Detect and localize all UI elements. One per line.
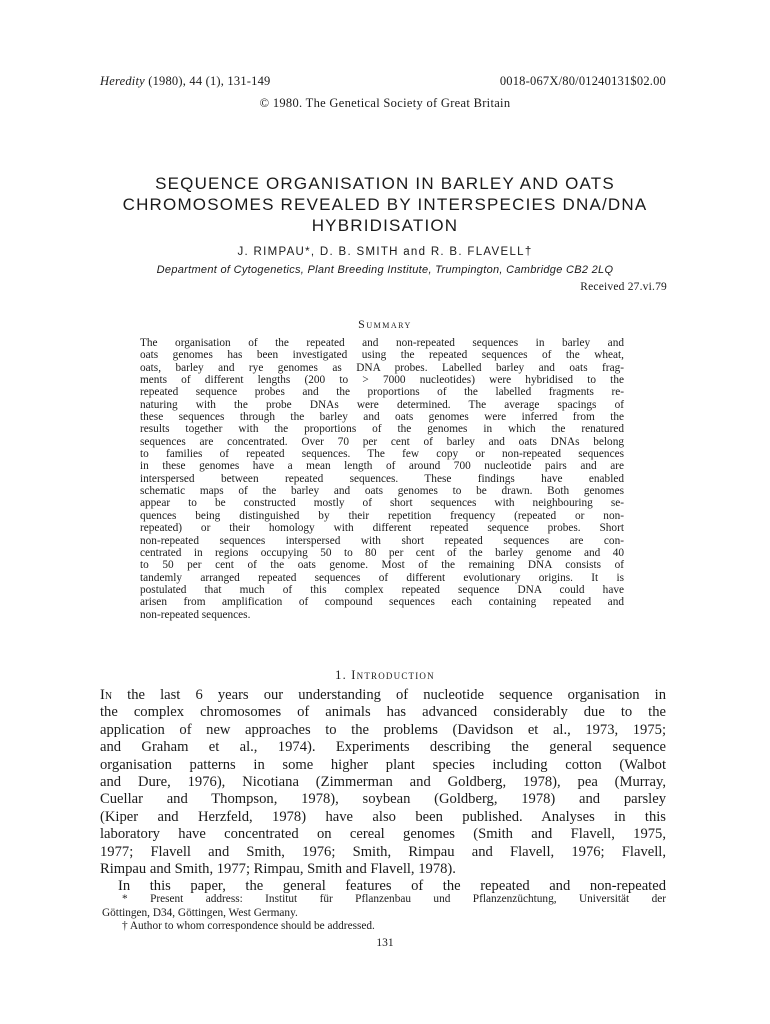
body-line: Cuellar and Thompson, 1978), soybean (Goldberg, 1978) and parsley [100,791,666,808]
summary-line: to 50 per cent of the oats genome. Most of the remaining DNA consists of [140,559,624,572]
summary-line: to families of repeated sequences. The few copy or non-repeated sequences [140,448,624,461]
copyright-line: © 1980. The Genetical Society of Great Britain [259,96,511,110]
body-line: and Graham et al., 1974). Experiments describing the general sequence [100,739,666,756]
summary-line: these sequences through the barley and oats genomes were inferred from the [140,411,624,424]
summary-line: non-repeated sequences. [140,608,251,621]
body-line: (Kiper and Herzfeld, 1978) have also been published. Analyses in this [100,808,666,825]
summary-abstract [140,337,624,621]
body-line: 1977; Flavell and Smith, 1976; Smith, Rimpau and Flavell, 1976; Flavell, [100,843,666,860]
footnote-line: Göttingen, D34, Göttingen, West Germany. [102,906,298,919]
footnotes [102,893,666,934]
body-line: and Dure, 1976), Nicotiana (Zimmerman and Goldberg, 1978), pea (Murray, [100,774,666,791]
summary-line: postulated that much of this complex repeated sequence DNA could have [140,583,624,596]
summary-line: interspersed between repeated sequences. These findings have enabled [140,472,624,485]
body-line: In this paper, the general features of the repeated and non-repeated [118,878,666,895]
body-line-text: the last 6 years our understanding of nucleotide sequence organisation in [112,687,666,703]
summary-line: naturing with the probe DNAs were determined. The average spacings of [140,398,624,411]
summary-heading: Summary [358,317,412,331]
article-title [0,173,770,236]
volume-issue-pages: (1980), 44 (1), 131-149 [148,74,271,88]
body-line: application of new approaches to the problems (Davidson et al., 1973, 1975; [100,721,666,738]
running-header-citation [100,74,271,89]
summary-line: tandemly arranged repeated sequences of different evolutionary origins. It is [140,571,624,584]
summary-line: oats genomes has been investigated using the repeated sequences of the wheat, [140,349,624,362]
body-line: Rimpau and Smith, 1977; Rimpau, Smith and Flavell, 1978). [100,861,456,878]
summary-line: non-repeated sequences interspersed with short repeated sequences are con- [140,534,624,547]
body-line: organisation patterns in some higher plant species including cotton (Walbot [100,756,666,773]
summary-line: centrated in regions occupying 50 to 80 per cent of the barley genome and 40 [140,546,624,559]
section-heading-introduction: 1. Introduction [335,668,435,682]
summary-line: quences being distinguished by their repetition frequency (repeated or non- [140,509,624,522]
summary-line: The organisation of the repeated and non-repeated sequences in barley and [140,337,624,349]
summary-line: ments of different lengths (200 to > 7000 nucleotides) were hybridised to the [140,374,624,387]
summary-line: arisen from amplification of compound sequences each containing repeated and [140,596,624,609]
title-line: HYBRIDISATION [311,216,459,235]
summary-line: sequences are concentrated. Over 70 per cent of barley and oats DNAs belong [140,435,624,448]
title-line: CHROMOSOMES REVEALED BY INTERSPECIES DNA/DNA [122,195,648,214]
summary-line: in these genomes have a mean length of around 700 nucleotide pairs and are [140,460,624,473]
title-line: SEQUENCE ORGANISATION IN BARLEY AND OATS [155,174,615,193]
summary-line: repeated sequence probes and the proportions of the labelled fragments re- [140,386,624,399]
summary-line: repeated) or their homology with different repeated sequence probes. Short [140,522,624,535]
running-header-code: 0018-067X/80/01240131$02.00 [499,74,666,88]
summary-line: schematic maps of the barley and oats genomes to be drawn. Both genomes [140,485,624,498]
body-line: the complex chromosomes of animals has advanced considerably due to the [100,704,666,721]
footnote-line: * Present address: Institut für Pflanzenbau und Pflanzenzüchtung, Universität der [122,893,666,905]
author-list: J. RIMPAU*, D. B. SMITH and R. B. FLAVELL† [237,246,533,258]
summary-line: results together with the proportions of the genomes in which the renatured [140,423,624,436]
body-line-first [100,687,666,704]
drop-word: In [100,687,113,703]
page-number: 131 [376,937,394,949]
summary-line: oats, barley and rye genomes as DNA probes. Labelled barley and oats frag- [140,361,624,374]
introduction-body [100,687,666,896]
journal-name: Heredity [100,74,145,88]
body-line: laboratory have concentrated on cereal genomes (Smith and Flavell, 1975, [100,826,666,843]
footnote-line: † Author to whom correspondence should be addressed. [122,920,375,932]
summary-line: appear to be constructed mostly of short sequences with neighbouring se- [140,497,624,510]
affiliation: Department of Cytogenetics, Plant Breeding Institute, Trumpington, Cambridge CB2 2LQ [156,264,614,276]
received-date: Received 27.vi.79 [580,281,667,293]
